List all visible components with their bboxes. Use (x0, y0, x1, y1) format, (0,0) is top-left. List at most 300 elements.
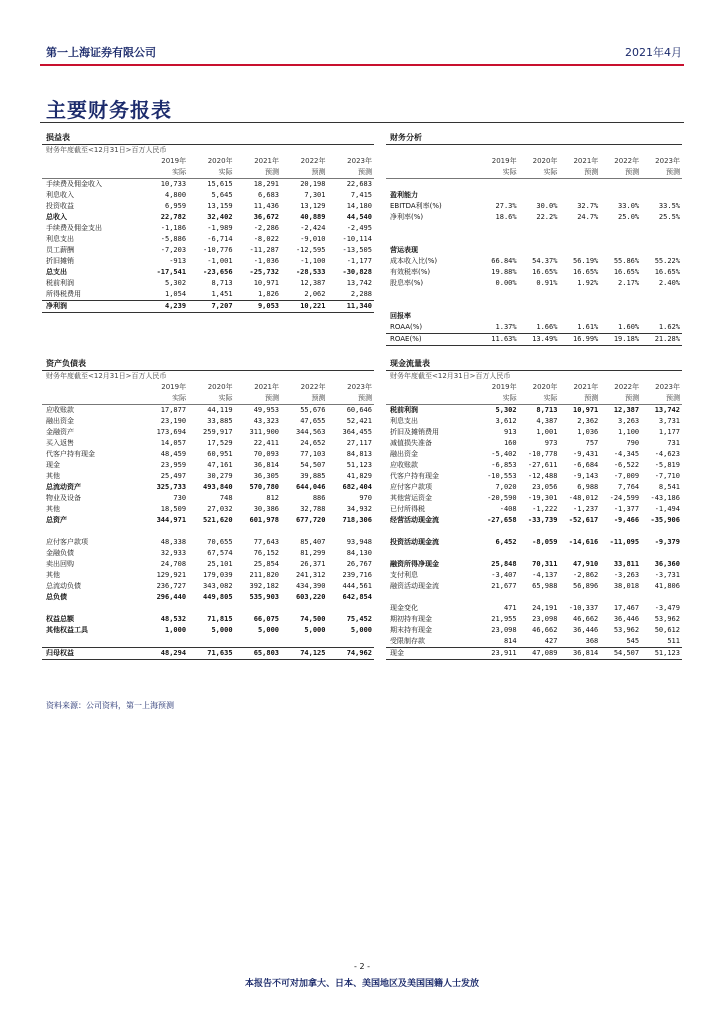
table-cell: 16.65% (532, 268, 558, 276)
table-cell (281, 526, 327, 537)
table-row (42, 201, 374, 212)
table-cell: 23,098 (491, 626, 517, 634)
table-cell (641, 179, 682, 191)
table-cell: 1,177 (658, 428, 680, 436)
row-label: 其他 (46, 472, 60, 480)
table-cell: 1.66% (536, 323, 558, 331)
table-cell: 27,032 (207, 505, 233, 513)
table-cell: 75,452 (346, 615, 372, 623)
table-cell: 730 (173, 494, 187, 502)
table-cell: 40,889 (300, 213, 326, 221)
table-cell: -7,203 (160, 246, 187, 254)
table-cell: 36,814 (559, 648, 600, 660)
header-spacer (42, 167, 142, 179)
table-cell: -10,778 (527, 450, 558, 458)
column-header: 2019年 (161, 383, 187, 391)
table-cell (559, 311, 600, 322)
row-label (386, 179, 478, 191)
row-label: 代客户持有现金 (46, 450, 95, 458)
row-label: 应收账款 (46, 406, 74, 414)
table-cell: 211,820 (249, 571, 280, 579)
table-row (386, 179, 682, 191)
row-label: 受限制存款 (390, 637, 425, 645)
year-header-row (386, 156, 682, 167)
column-header: 实际 (519, 167, 560, 179)
table-cell (600, 245, 641, 256)
table-cell: -28,533 (295, 268, 326, 276)
row-label: 折旧摊销 (46, 257, 74, 265)
table-cell: 84,130 (346, 549, 372, 557)
table-cell: 30.0% (536, 202, 558, 210)
table-cell: -1,222 (532, 505, 558, 513)
header-spacer (42, 393, 142, 405)
cashflow-panel (386, 358, 682, 660)
table-row (42, 179, 374, 191)
table-cell: 8,713 (536, 406, 558, 414)
column-header: 2023年 (655, 157, 680, 165)
table-cell: -30,828 (342, 268, 372, 276)
table-cell (559, 179, 600, 191)
column-header: 2022年 (614, 157, 640, 165)
table-cell: 20,198 (300, 180, 326, 188)
table-cell: 23,190 (160, 417, 187, 425)
table-cell: 33.5% (658, 202, 680, 210)
table-cell (600, 179, 641, 191)
table-row (42, 416, 374, 427)
header-spacer (386, 156, 478, 167)
table-cell: -33,739 (527, 516, 558, 524)
table-cell (641, 245, 682, 256)
table-cell: -9,379 (654, 538, 680, 546)
table-row (42, 278, 374, 289)
table-cell: 33.0% (618, 202, 640, 210)
table-cell: 36,672 (253, 213, 280, 221)
table-cell: 24,191 (532, 604, 558, 612)
table-cell: 1.61% (577, 323, 599, 331)
table-cell: 1,826 (257, 290, 280, 298)
table-cell (142, 636, 188, 648)
table-cell: 18,509 (160, 505, 187, 513)
table-cell: 1,000 (165, 626, 187, 634)
table-cell: 8,541 (658, 483, 680, 491)
table-cell (559, 526, 600, 537)
table-cell: 4,800 (165, 191, 187, 199)
table-cell: 44,540 (346, 213, 372, 221)
column-header: 2021年 (573, 383, 599, 391)
table-cell (641, 190, 682, 201)
table-cell (188, 603, 234, 614)
table-cell: -10,337 (568, 604, 599, 612)
table-cell: -3,407 (491, 571, 517, 579)
panel-title: 现金流量表 (386, 358, 682, 371)
table-cell: 32.7% (577, 202, 599, 210)
table-cell: 493,840 (203, 483, 233, 491)
table-cell: 364,455 (342, 428, 372, 436)
row-label: 回报率 (390, 312, 411, 320)
table-cell: -23,656 (203, 268, 233, 276)
column-header: 2021年 (254, 383, 280, 391)
table-cell: 6,683 (257, 191, 280, 199)
table-cell: -4,345 (613, 450, 640, 458)
table-cell: 71,815 (207, 615, 233, 623)
row-label (386, 526, 478, 537)
table-cell: 5,302 (165, 279, 187, 287)
year-header-row (42, 156, 374, 167)
table-cell: 3,612 (495, 417, 517, 425)
row-label: 税前利润 (390, 406, 418, 414)
table-cell: 36,446 (613, 615, 640, 623)
table-cell (600, 548, 641, 559)
row-label (386, 289, 478, 300)
table-row (386, 405, 682, 417)
table-cell: 81,299 (300, 549, 326, 557)
table-cell (188, 636, 234, 648)
table-cell: 259,917 (203, 428, 233, 436)
table-cell: 18,291 (253, 180, 280, 188)
column-header: 2022年 (614, 383, 640, 391)
table-row (386, 537, 682, 548)
table-cell: 21,955 (491, 615, 517, 623)
table-row (386, 300, 682, 311)
balance-table (42, 382, 374, 660)
table-cell: 55.86% (613, 257, 640, 265)
table-cell: 642,854 (342, 593, 372, 601)
row-label: 利息支出 (390, 417, 418, 425)
table-row (386, 614, 682, 625)
table-cell: 25.5% (658, 213, 680, 221)
table-cell: -9,431 (572, 450, 599, 458)
row-label (386, 548, 478, 559)
table-cell: 41,806 (654, 582, 680, 590)
table-cell: 4,387 (536, 417, 558, 425)
table-row (42, 234, 374, 245)
table-cell: 74,500 (300, 615, 326, 623)
distribution-disclaimer: 本报告不可对加拿大、日本、美国地区及美国国籍人士发放 (244, 979, 479, 989)
table-cell (478, 311, 519, 322)
table-cell: -8,022 (253, 235, 280, 243)
row-label: 经营活动现金流 (390, 516, 439, 524)
table-cell: 179,039 (203, 571, 233, 579)
table-cell: 790 (626, 439, 640, 447)
table-cell (327, 603, 374, 614)
table-cell: -20,590 (487, 494, 517, 502)
table-cell: 76,152 (253, 549, 280, 557)
table-cell: 26,767 (346, 560, 372, 568)
table-cell: 54,507 (300, 461, 326, 469)
row-label: 税前利润 (46, 279, 74, 287)
table-cell: -1,177 (346, 257, 372, 265)
table-cell: 22.2% (536, 213, 558, 221)
table-row (386, 603, 682, 614)
table-cell: 32,402 (207, 213, 233, 221)
table-row (42, 460, 374, 471)
table-cell: 748 (219, 494, 233, 502)
table-row (42, 245, 374, 256)
table-cell: 160 (503, 439, 517, 447)
table-row (386, 289, 682, 300)
table-cell (327, 526, 374, 537)
table-cell: 22,411 (253, 439, 280, 447)
table-row (42, 603, 374, 614)
table-cell: 44,119 (207, 406, 233, 414)
table-row (386, 201, 682, 212)
table-cell: 545 (626, 637, 640, 645)
table-cell (327, 636, 374, 648)
table-cell (519, 223, 560, 234)
table-cell: 74,125 (281, 648, 327, 660)
analysis-table (386, 156, 682, 346)
table-row (386, 416, 682, 427)
table-cell: 5,302 (495, 406, 517, 414)
table-cell (519, 234, 560, 245)
table-cell: 5,000 (257, 626, 280, 634)
table-cell: 48,532 (160, 615, 187, 623)
table-cell: -6,522 (613, 461, 640, 469)
table-cell: 344,971 (156, 516, 187, 524)
table-cell: 25,101 (207, 560, 233, 568)
column-header: 预测 (281, 167, 327, 179)
row-label: 总负债 (46, 593, 67, 601)
table-cell: 13,129 (300, 202, 326, 210)
table-cell (559, 548, 600, 559)
table-cell: 511 (667, 637, 680, 645)
table-cell: -3,479 (654, 604, 680, 612)
table-cell: -2,286 (253, 224, 280, 232)
row-label: 期末持有现金 (390, 626, 432, 634)
table-cell: 93,948 (346, 538, 372, 546)
table-cell: 5,000 (211, 626, 233, 634)
table-cell: 1,036 (577, 428, 599, 436)
table-cell: 6,959 (165, 202, 187, 210)
table-cell: 0.00% (495, 279, 517, 287)
table-row (386, 648, 682, 660)
table-cell: 36,360 (654, 560, 680, 568)
table-cell: 46,662 (532, 626, 558, 634)
table-cell: 18.6% (495, 213, 517, 221)
table-cell: -10,776 (203, 246, 233, 254)
table-cell: 444,561 (342, 582, 372, 590)
table-row (386, 526, 682, 537)
table-cell: 296,440 (156, 593, 187, 601)
table-cell: -35,906 (650, 516, 680, 524)
table-row (42, 405, 374, 417)
table-cell: 56.19% (572, 257, 599, 265)
table-cell: 36,305 (253, 472, 280, 480)
table-row (386, 636, 682, 648)
table-cell (559, 289, 600, 300)
column-header: 2020年 (532, 157, 558, 165)
table-cell: 66.84% (491, 257, 517, 265)
table-cell: 601,978 (249, 516, 280, 524)
table-row (386, 482, 682, 493)
row-label: 应付客户款项 (46, 538, 88, 546)
table-row (42, 515, 374, 526)
column-header: 2023年 (347, 383, 372, 391)
table-cell (641, 311, 682, 322)
column-header: 预测 (235, 393, 281, 405)
table-cell: 56,896 (572, 582, 599, 590)
table-cell: 21,677 (491, 582, 517, 590)
row-label: 融出资金 (46, 417, 74, 425)
table-cell: 173,694 (156, 428, 187, 436)
table-cell: 13.49% (519, 334, 560, 346)
table-cell: 644,046 (295, 483, 326, 491)
row-label: 物业及设备 (46, 494, 81, 502)
column-header: 2022年 (300, 157, 326, 165)
table-row (42, 537, 374, 548)
table-cell: 4,239 (142, 301, 188, 313)
table-cell: 34,932 (346, 505, 372, 513)
row-label: 总流动资产 (46, 483, 81, 491)
column-header: 2022年 (300, 383, 326, 391)
table-cell: 14,180 (346, 202, 372, 210)
table-cell: 1.60% (618, 323, 640, 331)
table-cell: 16.65% (613, 268, 640, 276)
table-cell (559, 223, 600, 234)
table-cell: 36,446 (572, 626, 599, 634)
table-cell: 12,387 (300, 279, 326, 287)
table-cell: -913 (169, 257, 187, 265)
balance-sheet-panel (42, 358, 374, 660)
table-cell: 343,082 (203, 582, 233, 590)
table-cell: 22,683 (346, 180, 372, 188)
type-header-row (42, 393, 374, 405)
table-cell (600, 234, 641, 245)
header-spacer (386, 393, 478, 405)
table-cell: 1.62% (658, 323, 680, 331)
table-cell: 41,829 (346, 472, 372, 480)
table-cell: 535,903 (249, 593, 280, 601)
table-cell: 1.92% (577, 279, 599, 287)
table-cell (478, 526, 519, 537)
table-cell: 731 (667, 439, 680, 447)
table-cell: 48,338 (160, 538, 187, 546)
table-cell: -408 (499, 505, 517, 513)
row-label: 所得税费用 (46, 290, 81, 298)
table-cell: 47,655 (300, 417, 326, 425)
column-header: 预测 (641, 167, 682, 179)
table-cell: 603,220 (295, 593, 326, 601)
row-label (42, 636, 142, 648)
table-cell: 570,780 (249, 483, 280, 491)
table-cell: -2,495 (346, 224, 372, 232)
table-cell: 32,788 (300, 505, 326, 513)
table-cell: 27.3% (495, 202, 517, 210)
row-label: 应付客户款项 (390, 483, 432, 491)
table-cell: -3,263 (613, 571, 640, 579)
table-cell: -9,010 (300, 235, 326, 243)
table-cell: 10,971 (253, 279, 280, 287)
row-label: 现金 (386, 648, 478, 660)
table-cell: 85,407 (300, 538, 326, 546)
row-label: 总支出 (46, 268, 67, 276)
table-cell: 23,056 (532, 483, 558, 491)
column-header: 2020年 (207, 383, 233, 391)
table-cell (641, 223, 682, 234)
table-row (42, 438, 374, 449)
table-cell: 2.40% (658, 279, 680, 287)
table-cell (142, 603, 188, 614)
table-cell: 25,848 (491, 560, 517, 568)
column-header: 实际 (142, 393, 188, 405)
table-cell: -9,143 (572, 472, 599, 480)
row-label: 支付利息 (390, 571, 418, 579)
year-header-row (42, 382, 374, 393)
table-cell: -1,186 (160, 224, 187, 232)
table-cell: 2,062 (304, 290, 326, 298)
table-cell: 43,323 (253, 417, 280, 425)
table-cell (519, 190, 560, 201)
table-cell: -27,611 (527, 461, 558, 469)
column-header: 预测 (281, 393, 327, 405)
table-row (42, 427, 374, 438)
table-cell: 8,713 (211, 279, 233, 287)
table-row (386, 438, 682, 449)
row-label: 总收入 (46, 213, 67, 221)
table-cell (559, 592, 600, 603)
table-cell: -6,853 (491, 461, 517, 469)
table-row (386, 493, 682, 504)
table-row (42, 570, 374, 581)
table-cell: 677,720 (295, 516, 326, 524)
table-row (42, 581, 374, 592)
table-cell: 718,306 (342, 516, 372, 524)
table-cell: 3,263 (618, 417, 640, 425)
table-cell: 47,161 (207, 461, 233, 469)
panel-title: 财务分析 (386, 132, 682, 145)
table-cell: -27,658 (487, 516, 517, 524)
table-cell: -17,541 (156, 268, 187, 276)
page-number: - 2 - (354, 962, 370, 971)
table-cell: 434,390 (295, 582, 326, 590)
header-divider (40, 64, 684, 66)
header-spacer (386, 167, 478, 179)
row-label: 现金变化 (390, 604, 418, 612)
row-label: ROAA(%) (390, 323, 423, 331)
source-note: 资料来源：公司资料，第一上海预测 (46, 701, 174, 710)
row-label: 总资产 (46, 516, 67, 524)
table-cell: -12,488 (527, 472, 558, 480)
table-cell: 65,803 (235, 648, 281, 660)
table-cell (478, 223, 519, 234)
table-cell: 54.37% (532, 257, 558, 265)
row-label (42, 526, 142, 537)
type-header-row (386, 393, 682, 405)
column-header: 预测 (559, 393, 600, 405)
table-cell (188, 526, 234, 537)
table-cell (235, 603, 281, 614)
table-row (42, 289, 374, 301)
column-header: 2023年 (655, 383, 680, 391)
row-label (42, 603, 142, 614)
table-cell: 23,959 (160, 461, 187, 469)
table-row (42, 449, 374, 460)
table-row (42, 212, 374, 223)
table-row (42, 471, 374, 482)
table-cell: 236,727 (156, 582, 187, 590)
table-cell: 970 (359, 494, 372, 502)
table-cell: 55.22% (654, 257, 680, 265)
table-cell: 13,742 (654, 406, 680, 414)
table-cell: -5,886 (160, 235, 187, 243)
table-cell (559, 234, 600, 245)
column-header: 预测 (641, 393, 682, 405)
table-row (386, 245, 682, 256)
table-cell (142, 526, 188, 537)
table-row (386, 570, 682, 581)
table-cell (478, 179, 519, 191)
table-cell: 10,971 (572, 406, 599, 414)
